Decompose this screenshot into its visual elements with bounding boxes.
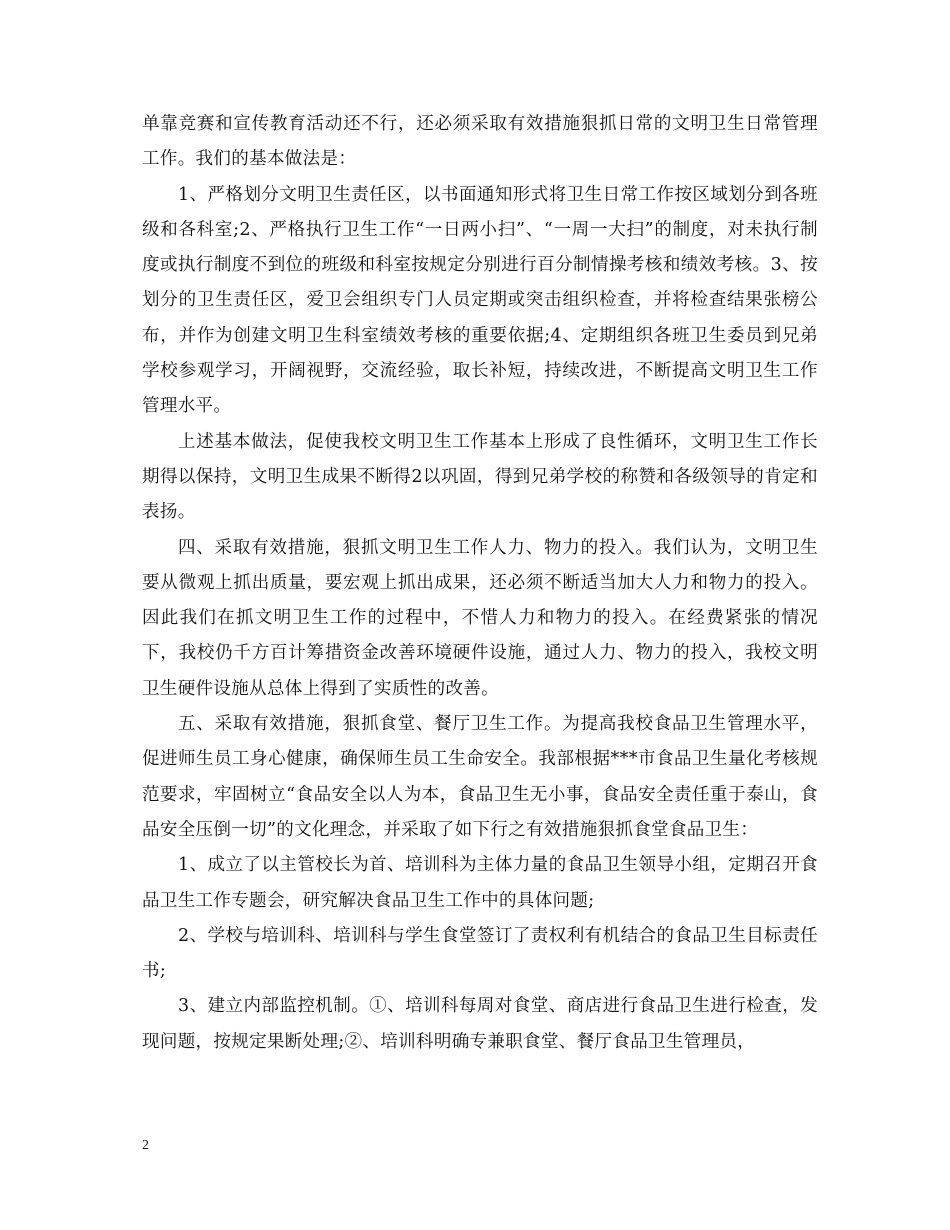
page-number: 2: [142, 1138, 149, 1153]
paragraph-3: 上述基本做法，促使我校文明卫生工作基本上形成了良性循环，文明卫生工作长期得以保持，文明卫生成果不断得2以巩固，得到兄弟学校的称赞和各级领导的肯定和表扬。: [142, 431, 818, 523]
paragraph-7: 2、学校与培训科、培训科与学生食堂签订了责权利有机结合的食品卫生目标责任书;: [142, 925, 818, 982]
document-body: [142, 107, 818, 1060]
paragraph-4: 四、采取有效措施，狠抓文明卫生工作人力、物力的投入。我们认为，文明卫生要从微观上抓出质量，要宏观上抓出成果，还必须不断适当加大人力和物力的投入。因此我们在抓文明卫生工作的过程中，不惜人力和物力的投入。在经费紧张的情况下，我校仍千方百计筹措资金改善环境硬件设施，通过人力、物力的投入，我校文明卫生硬件设施从总体上得到了实质性的改善。: [142, 537, 818, 699]
paragraph-8: 3、建立内部监控机制。①、培训科每周对食堂、商店进行食品卫生进行检查，发现问题，按规定果断处理;②、培训科明确专兼职食堂、餐厅食品卫生管理员，: [142, 996, 818, 1052]
paragraph-5: 五、采取有效措施，狠抓食堂、餐厅卫生工作。为提高我校食品卫生管理水平，促进师生员工身心健康，确保师生员工生命安全。我部根据***市食品卫生量化考核规范要求，牢固树立“食品安全以人为本，食品卫生无小事，食品安全责任重于泰山，食品安全压倒一切”的文化理念，并采取了如下行之有效措施狠抓食堂食品卫生：: [142, 714, 818, 840]
paragraph-6: 1、成立了以主管校长为首、培训科为主体力量的食品卫生领导小组，定期召开食品卫生工作专题会，研究解决食品卫生工作中的具体问题;: [142, 855, 818, 911]
paragraph-2: 1、严格划分文明卫生责任区，以书面通知形式将卫生日常工作按区域划分到各班级和各科室;2、严格执行卫生工作“一日两小扫”、“一周一大扫”的制度，对未执行制度或执行制度不到位的班级和科室按规定分别进行百分制情操考核和绩效考核。3、按划分的卫生责任区，爱卫会组织专门人员定期或突击组织检查，并将检查结果张榜公布，并作为创建文明卫生科室绩效考核的重要依据;4、定期组织各班卫生委员到兄弟学校参观学习，开阔视野，交流经验，取长补短，持续改进，不断提高文明卫生工作管理水平。: [142, 184, 818, 417]
paragraph-1: 单靠竞赛和宣传教育活动还不行，还必须采取有效措施狠抓日常的文明卫生日常管理工作。我们的基本做法是：: [142, 114, 818, 170]
